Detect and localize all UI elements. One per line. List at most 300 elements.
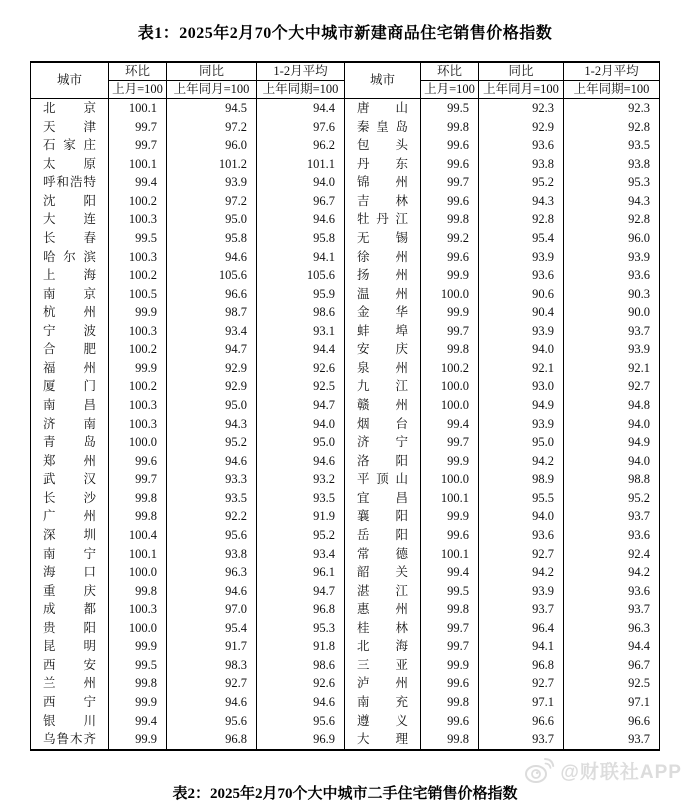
city-name-cell: 无 锡	[345, 229, 421, 248]
index-value-cell: 93.6	[479, 266, 564, 285]
city-name-cell: 贵 阳	[31, 619, 109, 638]
index-value-cell: 99.6	[421, 192, 479, 211]
index-value-cell: 95.3	[257, 619, 345, 638]
index-value-cell: 93.9	[564, 340, 660, 359]
index-value-cell: 92.5	[257, 377, 345, 396]
index-value-cell: 99.8	[421, 118, 479, 137]
index-value-cell: 93.7	[479, 600, 564, 619]
table-row	[31, 507, 660, 526]
index-value-cell: 96.4	[479, 619, 564, 638]
index-value-cell: 95.5	[479, 489, 564, 508]
table-row	[31, 173, 660, 192]
table-row	[31, 266, 660, 285]
index-value-cell: 94.1	[257, 248, 345, 267]
index-value-cell: 100.2	[109, 192, 167, 211]
index-value-cell: 91.8	[257, 637, 345, 656]
index-value-cell: 92.9	[479, 118, 564, 137]
header-city-right: 城市	[345, 62, 421, 99]
table-row	[31, 712, 660, 731]
city-name-cell: 杭 州	[31, 303, 109, 322]
index-value-cell: 93.9	[479, 248, 564, 267]
next-table-title-cutoff: 表2：2025年2月70个大中城市二手住宅销售价格指数	[172, 786, 518, 802]
index-value-cell: 93.6	[564, 526, 660, 545]
index-value-cell: 95.4	[479, 229, 564, 248]
city-name-cell: 武 汉	[31, 470, 109, 489]
index-value-cell: 90.4	[479, 303, 564, 322]
city-name-cell: 湛 江	[345, 582, 421, 601]
index-value-cell: 95.2	[257, 526, 345, 545]
header-avg-base-left: 上年同期=100	[257, 81, 345, 99]
city-name-cell: 南 京	[31, 285, 109, 304]
city-name-cell: 昆 明	[31, 637, 109, 656]
index-value-cell: 100.3	[109, 600, 167, 619]
table-row	[31, 322, 660, 341]
city-name-cell: 襄 阳	[345, 507, 421, 526]
index-value-cell: 99.5	[421, 582, 479, 601]
index-value-cell: 92.8	[479, 210, 564, 229]
table-row	[31, 303, 660, 322]
index-value-cell: 99.4	[109, 173, 167, 192]
table-row	[31, 99, 660, 118]
city-name-cell: 金 华	[345, 303, 421, 322]
city-name-cell: 深 圳	[31, 526, 109, 545]
index-value-cell: 105.6	[257, 266, 345, 285]
index-value-cell: 100.0	[109, 619, 167, 638]
city-name-cell: 济 宁	[345, 433, 421, 452]
index-value-cell: 99.9	[109, 359, 167, 378]
index-value-cell: 90.3	[564, 285, 660, 304]
index-value-cell: 96.9	[257, 730, 345, 750]
index-value-cell: 100.1	[421, 545, 479, 564]
header-yoy-base-right: 上年同月=100	[479, 81, 564, 99]
index-value-cell: 99.8	[109, 582, 167, 601]
index-value-cell: 95.2	[167, 433, 257, 452]
index-value-cell: 96.1	[257, 563, 345, 582]
index-value-cell: 101.1	[257, 155, 345, 174]
index-value-cell: 92.2	[167, 507, 257, 526]
city-name-cell: 泉 州	[345, 359, 421, 378]
index-value-cell: 100.1	[421, 489, 479, 508]
header-mom-base-left: 上月=100	[109, 81, 167, 99]
city-name-cell: 遵 义	[345, 712, 421, 731]
table-row	[31, 656, 660, 675]
index-value-cell: 96.7	[564, 656, 660, 675]
header-yoy-base-left: 上年同月=100	[167, 81, 257, 99]
city-name-cell: 乌 鲁 木 齐	[31, 730, 109, 750]
header-mom-base-right: 上月=100	[421, 81, 479, 99]
table-row	[31, 452, 660, 471]
index-value-cell: 99.9	[421, 507, 479, 526]
table-row	[31, 563, 660, 582]
index-value-cell: 92.1	[564, 359, 660, 378]
table-header	[31, 62, 660, 99]
city-name-cell: 泸 州	[345, 674, 421, 693]
index-value-cell: 93.5	[564, 136, 660, 155]
weibo-icon	[524, 756, 556, 784]
index-value-cell: 99.8	[421, 210, 479, 229]
index-value-cell: 99.9	[109, 693, 167, 712]
index-value-cell: 93.9	[479, 415, 564, 434]
index-value-cell: 99.9	[109, 730, 167, 750]
index-value-cell: 95.8	[167, 229, 257, 248]
index-value-cell: 99.7	[421, 173, 479, 192]
index-value-cell: 94.9	[564, 433, 660, 452]
index-value-cell: 99.7	[109, 136, 167, 155]
index-value-cell: 95.2	[564, 489, 660, 508]
index-value-cell: 100.0	[109, 563, 167, 582]
index-value-cell: 99.9	[109, 637, 167, 656]
index-value-cell: 94.3	[564, 192, 660, 211]
index-value-cell: 92.9	[167, 377, 257, 396]
index-value-cell: 99.6	[421, 712, 479, 731]
index-value-cell: 101.2	[167, 155, 257, 174]
index-value-cell: 99.8	[421, 693, 479, 712]
index-value-cell: 94.1	[479, 637, 564, 656]
index-value-cell: 94.0	[564, 415, 660, 434]
city-name-cell: 徐 州	[345, 248, 421, 267]
index-value-cell: 97.6	[257, 118, 345, 137]
city-name-cell: 海 口	[31, 563, 109, 582]
index-value-cell: 93.7	[564, 322, 660, 341]
table-row	[31, 600, 660, 619]
index-value-cell: 95.3	[564, 173, 660, 192]
index-value-cell: 99.2	[421, 229, 479, 248]
table-row	[31, 136, 660, 155]
index-value-cell: 93.4	[257, 545, 345, 564]
index-value-cell: 96.8	[479, 656, 564, 675]
index-value-cell: 94.0	[479, 340, 564, 359]
header-mom-right: 环比	[421, 62, 479, 81]
index-value-cell: 100.1	[109, 155, 167, 174]
index-value-cell: 100.3	[109, 396, 167, 415]
table-row	[31, 396, 660, 415]
index-value-cell: 93.7	[564, 730, 660, 750]
index-value-cell: 95.0	[257, 433, 345, 452]
index-value-cell: 100.1	[109, 99, 167, 118]
index-value-cell: 92.6	[257, 359, 345, 378]
index-value-cell: 95.2	[479, 173, 564, 192]
index-value-cell: 98.7	[167, 303, 257, 322]
index-value-cell: 93.2	[257, 470, 345, 489]
index-value-cell: 96.6	[564, 712, 660, 731]
index-value-cell: 96.0	[564, 229, 660, 248]
index-value-cell: 94.6	[167, 248, 257, 267]
index-value-cell: 93.9	[167, 173, 257, 192]
city-name-cell: 北 京	[31, 99, 109, 118]
index-value-cell: 99.8	[421, 730, 479, 750]
index-value-cell: 99.8	[421, 600, 479, 619]
table-row	[31, 470, 660, 489]
city-name-cell: 扬 州	[345, 266, 421, 285]
index-value-cell: 96.3	[564, 619, 660, 638]
index-value-cell: 94.2	[564, 563, 660, 582]
table-row	[31, 693, 660, 712]
index-value-cell: 92.7	[479, 545, 564, 564]
index-value-cell: 94.4	[564, 637, 660, 656]
index-value-cell: 100.2	[109, 266, 167, 285]
index-value-cell: 100.0	[421, 396, 479, 415]
city-name-cell: 成 都	[31, 600, 109, 619]
index-value-cell: 100.0	[421, 285, 479, 304]
index-value-cell: 100.2	[109, 377, 167, 396]
index-value-cell: 94.0	[257, 173, 345, 192]
index-value-cell: 99.8	[109, 674, 167, 693]
index-value-cell: 94.4	[257, 340, 345, 359]
index-value-cell: 98.9	[479, 470, 564, 489]
index-value-cell: 100.0	[421, 377, 479, 396]
index-value-cell: 96.3	[167, 563, 257, 582]
table-row	[31, 248, 660, 267]
index-value-cell: 92.9	[167, 359, 257, 378]
city-name-cell: 赣 州	[345, 396, 421, 415]
city-name-cell: 福 州	[31, 359, 109, 378]
city-name-cell: 太 原	[31, 155, 109, 174]
city-name-cell: 兰 州	[31, 674, 109, 693]
city-name-cell: 九 江	[345, 377, 421, 396]
index-value-cell: 93.5	[167, 489, 257, 508]
index-value-cell: 99.6	[421, 155, 479, 174]
index-value-cell: 95.6	[167, 526, 257, 545]
index-value-cell: 100.3	[109, 210, 167, 229]
city-name-cell: 厦 门	[31, 377, 109, 396]
index-value-cell: 99.5	[421, 99, 479, 118]
table-row	[31, 229, 660, 248]
index-value-cell: 96.0	[167, 136, 257, 155]
index-value-cell: 90.0	[564, 303, 660, 322]
city-name-cell: 吉 林	[345, 192, 421, 211]
index-value-cell: 96.7	[257, 192, 345, 211]
table-row	[31, 118, 660, 137]
city-name-cell: 惠 州	[345, 600, 421, 619]
index-value-cell: 99.9	[421, 303, 479, 322]
index-value-cell: 92.8	[564, 210, 660, 229]
table-row	[31, 210, 660, 229]
index-value-cell: 98.6	[257, 656, 345, 675]
table-row	[31, 192, 660, 211]
index-value-cell: 93.4	[167, 322, 257, 341]
index-value-cell: 95.0	[479, 433, 564, 452]
watermark	[524, 756, 682, 784]
city-name-cell: 牡 丹 江	[345, 210, 421, 229]
index-value-cell: 92.7	[167, 674, 257, 693]
index-value-cell: 99.7	[421, 637, 479, 656]
watermark-text: @财联社APP	[560, 761, 682, 783]
city-name-cell: 唐 山	[345, 99, 421, 118]
table-row	[31, 545, 660, 564]
index-value-cell: 94.3	[167, 415, 257, 434]
index-value-cell: 99.8	[109, 489, 167, 508]
header-yoy-left: 同比	[167, 62, 257, 81]
city-name-cell: 岳 阳	[345, 526, 421, 545]
index-value-cell: 99.7	[109, 118, 167, 137]
index-value-cell: 94.6	[167, 693, 257, 712]
table-row	[31, 285, 660, 304]
city-name-cell: 三 亚	[345, 656, 421, 675]
city-name-cell: 郑 州	[31, 452, 109, 471]
index-value-cell: 90.6	[479, 285, 564, 304]
index-value-cell: 93.5	[257, 489, 345, 508]
header-avg-left: 1-2月平均	[257, 62, 345, 81]
index-value-cell: 98.8	[564, 470, 660, 489]
table-row	[31, 489, 660, 508]
city-name-cell: 上 海	[31, 266, 109, 285]
index-value-cell: 94.6	[257, 210, 345, 229]
city-name-cell: 青 岛	[31, 433, 109, 452]
city-name-cell: 沈 阳	[31, 192, 109, 211]
index-value-cell: 94.7	[257, 582, 345, 601]
city-name-cell: 宁 波	[31, 322, 109, 341]
index-value-cell: 99.7	[421, 433, 479, 452]
index-value-cell: 99.9	[421, 452, 479, 471]
index-value-cell: 94.8	[564, 396, 660, 415]
index-value-cell: 95.8	[257, 229, 345, 248]
city-name-cell: 呼 和 浩 特	[31, 173, 109, 192]
city-name-cell: 秦 皇 岛	[345, 118, 421, 137]
city-name-cell: 长 沙	[31, 489, 109, 508]
index-value-cell: 95.9	[257, 285, 345, 304]
index-value-cell: 100.3	[109, 322, 167, 341]
index-value-cell: 95.0	[167, 396, 257, 415]
city-name-cell: 安 庆	[345, 340, 421, 359]
header-yoy-right: 同比	[479, 62, 564, 81]
city-name-cell: 天 津	[31, 118, 109, 137]
index-value-cell: 95.6	[167, 712, 257, 731]
index-value-cell: 99.9	[109, 303, 167, 322]
index-value-cell: 92.3	[564, 99, 660, 118]
index-value-cell: 94.5	[167, 99, 257, 118]
index-value-cell: 100.3	[109, 415, 167, 434]
index-value-cell: 95.0	[167, 210, 257, 229]
city-name-cell: 南 宁	[31, 545, 109, 564]
index-value-cell: 94.2	[479, 563, 564, 582]
index-value-cell: 97.2	[167, 192, 257, 211]
table-row	[31, 340, 660, 359]
city-name-cell: 北 海	[345, 637, 421, 656]
index-value-cell: 100.0	[421, 470, 479, 489]
index-value-cell: 98.6	[257, 303, 345, 322]
index-value-cell: 96.6	[167, 285, 257, 304]
city-name-cell: 大 理	[345, 730, 421, 750]
index-value-cell: 92.1	[479, 359, 564, 378]
index-value-cell: 100.1	[109, 545, 167, 564]
city-name-cell: 广 州	[31, 507, 109, 526]
index-value-cell: 99.7	[421, 322, 479, 341]
index-value-cell: 100.4	[109, 526, 167, 545]
table-body	[31, 99, 660, 750]
city-name-cell: 韶 关	[345, 563, 421, 582]
index-value-cell: 92.7	[564, 377, 660, 396]
city-name-cell: 蚌 埠	[345, 322, 421, 341]
index-value-cell: 99.6	[421, 526, 479, 545]
header-city-left: 城市	[31, 62, 109, 99]
city-name-cell: 大 连	[31, 210, 109, 229]
city-name-cell: 南 昌	[31, 396, 109, 415]
index-value-cell: 100.2	[109, 340, 167, 359]
index-value-cell: 97.1	[564, 693, 660, 712]
index-value-cell: 92.3	[479, 99, 564, 118]
city-name-cell: 重 庆	[31, 582, 109, 601]
index-value-cell: 91.7	[167, 637, 257, 656]
index-value-cell: 99.8	[109, 507, 167, 526]
city-name-cell: 西 宁	[31, 693, 109, 712]
index-value-cell: 94.7	[257, 396, 345, 415]
table-title: 表1：2025年2月70个大中城市新建商品住宅销售价格指数	[137, 25, 553, 42]
index-value-cell: 92.7	[479, 674, 564, 693]
city-name-cell: 石 家 庄	[31, 136, 109, 155]
city-name-cell: 桂 林	[345, 619, 421, 638]
index-value-cell: 95.6	[257, 712, 345, 731]
index-value-cell: 93.9	[479, 322, 564, 341]
index-value-cell: 93.3	[167, 470, 257, 489]
index-value-cell: 96.2	[257, 136, 345, 155]
city-name-cell: 南 充	[345, 693, 421, 712]
index-value-cell: 100.5	[109, 285, 167, 304]
table-row	[31, 526, 660, 545]
index-value-cell: 93.9	[479, 582, 564, 601]
index-value-cell: 99.4	[421, 563, 479, 582]
index-value-cell: 92.6	[257, 674, 345, 693]
city-name-cell: 温 州	[345, 285, 421, 304]
index-value-cell: 95.4	[167, 619, 257, 638]
index-value-cell: 99.5	[109, 656, 167, 675]
index-value-cell: 92.5	[564, 674, 660, 693]
index-value-cell: 94.6	[257, 452, 345, 471]
table-row	[31, 637, 660, 656]
price-index-table	[30, 61, 660, 751]
table-row	[31, 377, 660, 396]
table-row	[31, 674, 660, 693]
index-value-cell: 99.6	[109, 452, 167, 471]
index-value-cell: 99.7	[109, 470, 167, 489]
index-value-cell: 94.6	[167, 582, 257, 601]
city-name-cell: 银 川	[31, 712, 109, 731]
header-avg-base-right: 上年同期=100	[564, 81, 660, 99]
index-value-cell: 97.1	[479, 693, 564, 712]
index-value-cell: 93.7	[564, 600, 660, 619]
index-value-cell: 94.0	[257, 415, 345, 434]
city-name-cell: 包 头	[345, 136, 421, 155]
index-value-cell: 94.4	[257, 99, 345, 118]
city-name-cell: 丹 东	[345, 155, 421, 174]
city-name-cell: 长 春	[31, 229, 109, 248]
table-row	[31, 415, 660, 434]
index-value-cell: 93.6	[479, 526, 564, 545]
index-value-cell: 94.9	[479, 396, 564, 415]
index-value-cell: 93.8	[564, 155, 660, 174]
index-value-cell: 93.6	[479, 136, 564, 155]
index-value-cell: 97.2	[167, 118, 257, 137]
city-name-cell: 锦 州	[345, 173, 421, 192]
header-avg-right: 1-2月平均	[564, 62, 660, 81]
index-value-cell: 105.6	[167, 266, 257, 285]
city-name-cell: 济 南	[31, 415, 109, 434]
table-row	[31, 619, 660, 638]
index-value-cell: 94.6	[257, 693, 345, 712]
index-value-cell: 93.8	[167, 545, 257, 564]
table-row	[31, 359, 660, 378]
header-mom-left: 环比	[109, 62, 167, 81]
index-value-cell: 99.9	[421, 266, 479, 285]
index-value-cell: 93.1	[257, 322, 345, 341]
table-row	[31, 433, 660, 452]
city-name-cell: 宜 昌	[345, 489, 421, 508]
index-value-cell: 99.4	[109, 712, 167, 731]
index-value-cell: 93.7	[479, 730, 564, 750]
city-name-cell: 烟 台	[345, 415, 421, 434]
index-value-cell: 92.8	[564, 118, 660, 137]
index-value-cell: 100.0	[109, 433, 167, 452]
index-value-cell: 100.3	[109, 248, 167, 267]
